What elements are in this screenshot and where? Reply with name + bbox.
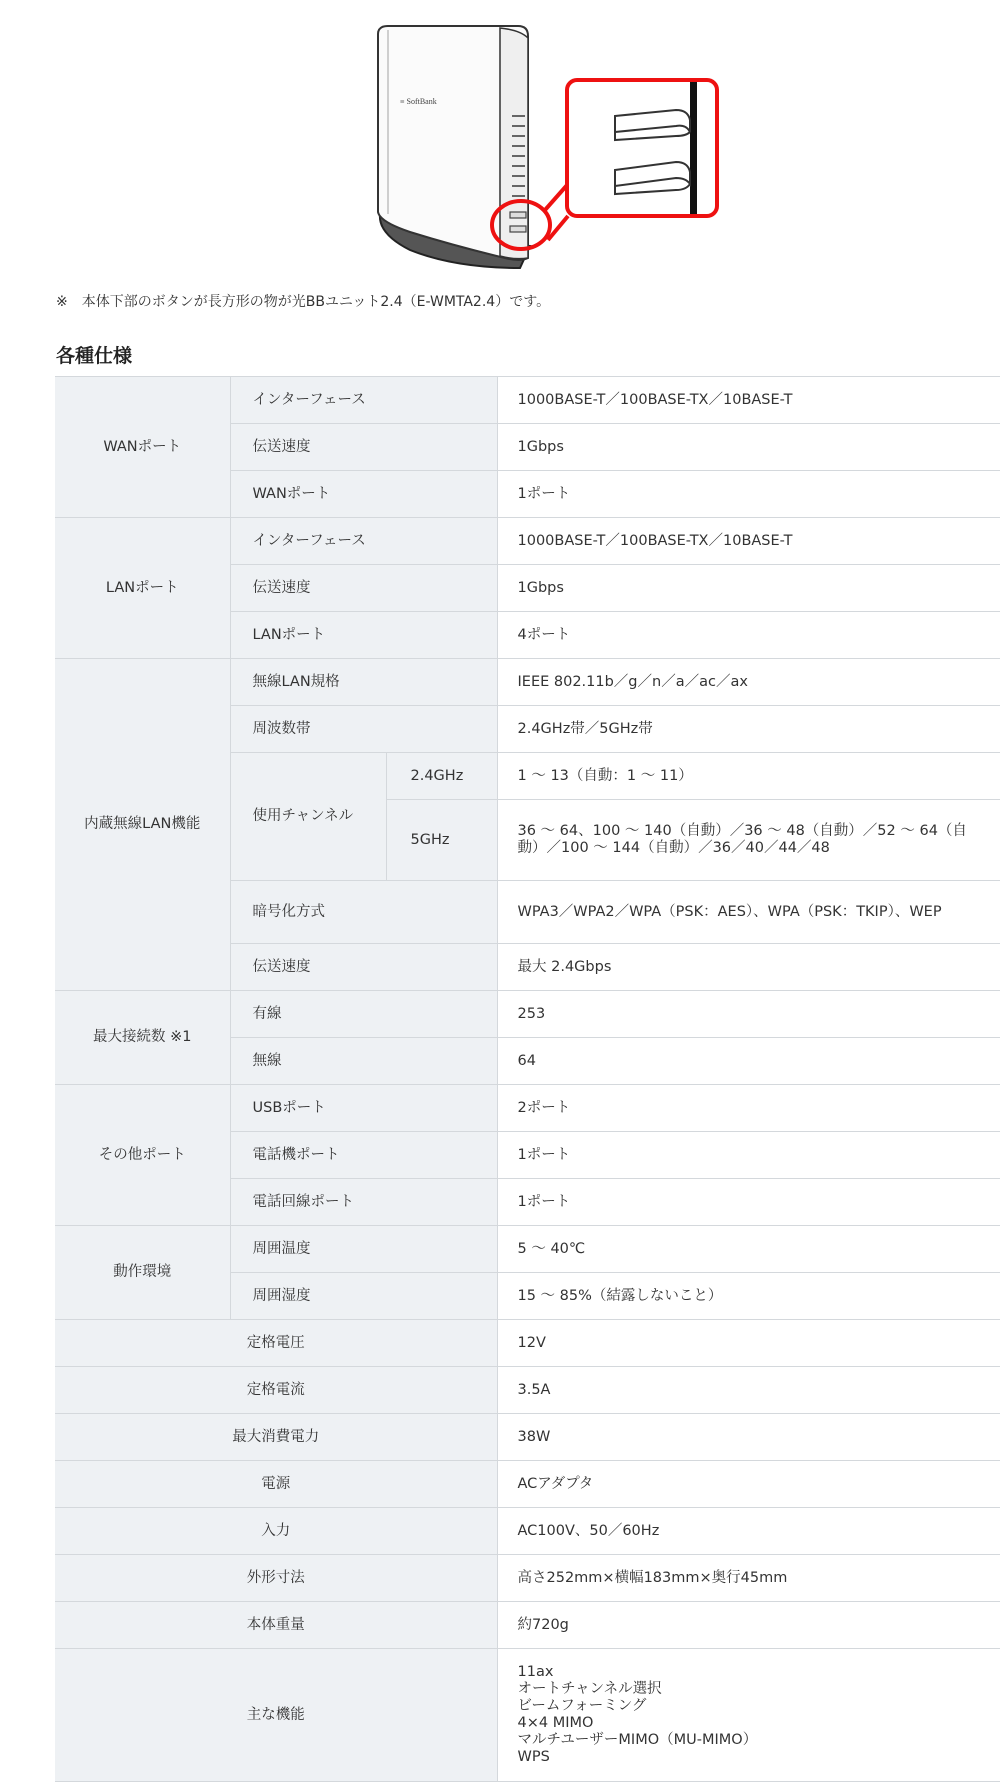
row-label: LANポート (230, 612, 497, 659)
row-label: 有線 (230, 991, 497, 1038)
row-value: 1000BASE-T／100BASE-TX／10BASE-T (497, 518, 1000, 565)
row-value: 2.4GHz帯／5GHz帯 (497, 706, 1000, 753)
row-label: 伝送速度 (230, 565, 497, 612)
row-value: 5 ～ 40℃ (497, 1226, 1000, 1273)
row-label: インターフェース (230, 518, 497, 565)
zoom-inset (567, 80, 717, 216)
table-row (55, 1320, 1000, 1367)
row-value: 15 ～ 85%（結露しないこと） (497, 1273, 1000, 1320)
table-row (55, 518, 1000, 565)
row-value-features: 11ax オートチャンネル選択 ビームフォーミング 4×4 MIMO マルチユーザーMIMO（MU-MIMO） WPS (497, 1649, 1000, 1782)
table-row (55, 1602, 1000, 1649)
row-label: インターフェース (230, 377, 497, 424)
row-label: 伝送速度 (230, 424, 497, 471)
row-value: 36 ～ 64、100 ～ 140（自動）／36 ～ 48（自動）／52 ～ 64（自動）／100 ～ 144（自動）／36／40／44／48 (497, 800, 1000, 881)
row-value: 約720g (497, 1602, 1000, 1649)
row-label: 最大消費電力 (55, 1414, 497, 1461)
row-value: AC100V、50／60Hz (497, 1508, 1000, 1555)
row-value: 1ポート (497, 1179, 1000, 1226)
row-value: 64 (497, 1038, 1000, 1085)
row-value: 12V (497, 1320, 1000, 1367)
row-label: 周囲温度 (230, 1226, 497, 1273)
table-row (55, 377, 1000, 424)
button-shape (510, 212, 526, 218)
row-value: 1Gbps (497, 424, 1000, 471)
row-value: 最大 2.4Gbps (497, 944, 1000, 991)
product-illustration (0, 0, 1000, 280)
group-label-wireless: 内蔵無線LAN機能 (55, 659, 230, 991)
button-shape (510, 226, 526, 232)
sub-label-2.4ghz: 2.4GHz (386, 753, 497, 800)
row-value: 高さ252mm×横幅183mm×奥行45mm (497, 1555, 1000, 1602)
group-label-wan: WANポート (55, 377, 230, 518)
group-label-lan: LANポート (55, 518, 230, 659)
row-label-channel: 使用チャンネル (230, 753, 386, 881)
table-row (55, 991, 1000, 1038)
row-label: 周囲湿度 (230, 1273, 497, 1320)
row-label: 外形寸法 (55, 1555, 497, 1602)
row-value: 1Gbps (497, 565, 1000, 612)
row-value: 4ポート (497, 612, 1000, 659)
row-label: 無線 (230, 1038, 497, 1085)
row-value: 1ポート (497, 471, 1000, 518)
row-value: 1 ～ 13（自動：1 ～ 11） (497, 753, 1000, 800)
group-label-connections: 最大接続数 ※1 (55, 991, 230, 1085)
row-value: 1ポート (497, 1132, 1000, 1179)
row-label: 周波数帯 (230, 706, 497, 753)
sub-label-5ghz: 5GHz (386, 800, 497, 881)
row-label: 本体重量 (55, 1602, 497, 1649)
row-value: IEEE 802.11b／g／n／a／ac／ax (497, 659, 1000, 706)
table-row (55, 1649, 1000, 1782)
row-value: 3.5A (497, 1367, 1000, 1414)
row-label: 定格電圧 (55, 1320, 497, 1367)
row-value: 38W (497, 1414, 1000, 1461)
row-label: 暗号化方式 (230, 881, 497, 944)
row-value: WPA3／WPA2／WPA（PSK：AES）、WPA（PSK：TKIP）、WEP (497, 881, 1000, 944)
row-label: 電源 (55, 1461, 497, 1508)
row-label: USBポート (230, 1085, 497, 1132)
brand-logo: ≡ SoftBank (400, 97, 437, 106)
section-title: 各種仕様 (56, 345, 133, 367)
row-value: 2ポート (497, 1085, 1000, 1132)
group-label-environment: 動作環境 (55, 1226, 230, 1320)
table-row (55, 1226, 1000, 1273)
table-row (55, 1085, 1000, 1132)
row-value: ACアダプタ (497, 1461, 1000, 1508)
row-label: WANポート (230, 471, 497, 518)
table-row (55, 1555, 1000, 1602)
row-label: 電話回線ポート (230, 1179, 497, 1226)
row-label: 無線LAN規格 (230, 659, 497, 706)
row-label: 定格電流 (55, 1367, 497, 1414)
router-unit (378, 26, 530, 268)
row-label: 伝送速度 (230, 944, 497, 991)
spec-table (55, 376, 1000, 1782)
table-row (55, 1367, 1000, 1414)
table-row (55, 1414, 1000, 1461)
row-value: 253 (497, 991, 1000, 1038)
row-label: 電話機ポート (230, 1132, 497, 1179)
row-label: 入力 (55, 1508, 497, 1555)
row-label: 主な機能 (55, 1649, 497, 1782)
table-row (55, 1508, 1000, 1555)
group-label-other-ports: その他ポート (55, 1085, 230, 1226)
model-note: ※ 本体下部のボタンが長方形の物が光BBユニット2.4（E-WMTA2.4）です。 (56, 294, 551, 310)
row-value: 1000BASE-T／100BASE-TX／10BASE-T (497, 377, 1000, 424)
table-row (55, 659, 1000, 706)
table-row (55, 1461, 1000, 1508)
